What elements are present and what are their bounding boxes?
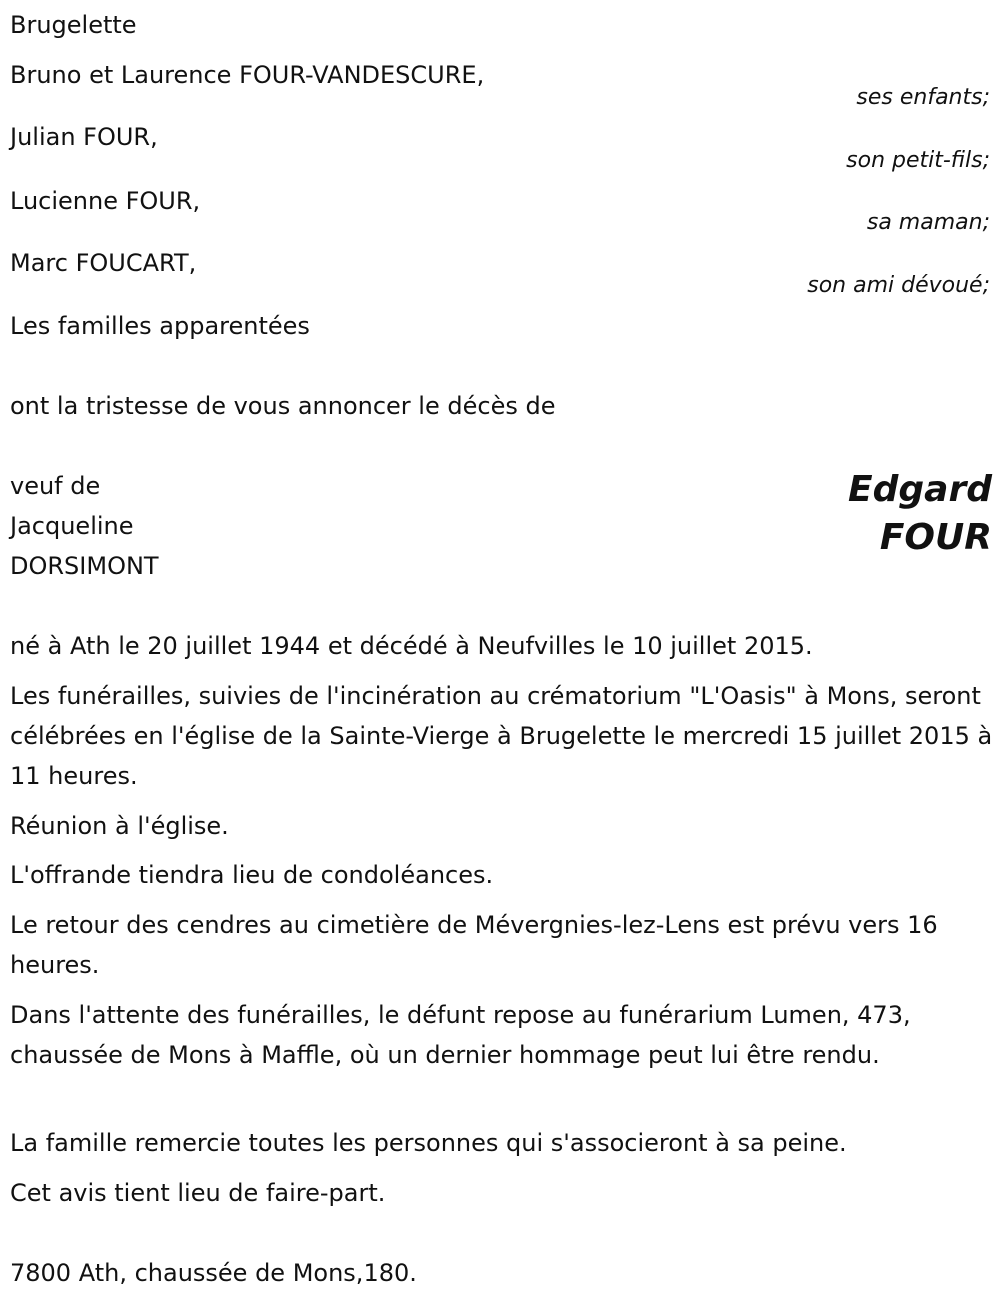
deceased-last-name: FOUR [879,517,992,558]
gathering-paragraph: Réunion à l'église. [10,812,229,840]
notice-paragraph: Cet avis tient lieu de faire-part. [10,1179,386,1207]
family-member-name: Julian FOUR, [10,123,158,151]
deceased-first-name: Edgard [848,469,992,510]
family-member-relation: sa maman; [866,210,990,235]
families-line: Les familles apparentées [10,312,310,340]
family-member-name: Lucienne FOUR, [10,187,201,215]
deceased-name [848,466,992,562]
thanks-paragraph: La famille remercie toutes les personnes qui s'associeront à sa peine. [10,1129,847,1157]
place-heading: Brugelette [10,11,137,39]
family-member-relation: ses enfants; [856,85,990,110]
birth-death-paragraph: né à Ath le 20 juillet 1944 et décédé à Neufvilles le 10 juillet 2015. [10,632,813,660]
funerarium-paragraph: Dans l'attente des funérailles, le défunt repose au funérarium Lumen, 473, chaussée de Mons à Maffle, où un dernier hommage peut lui être rendu. [10,1001,911,1069]
family-member-relation: son ami dévoué; [807,273,990,298]
address-line: 7800 Ath, chaussée de Mons,180. [10,1259,417,1287]
announcement-line: ont la tristesse de vous annoncer le décès de [10,392,556,420]
ashes-paragraph: Le retour des cendres au cimetière de Mévergnies-lez-Lens est prévu vers 16 heures. [10,911,938,979]
family-member-relation: son petit-fils; [846,148,990,173]
family-member-name: Marc FOUCART, [10,249,197,277]
offering-paragraph: L'offrande tiendra lieu de condoléances. [10,861,494,889]
spouse-line: veuf de [10,472,101,500]
spouse-first-name: Jacqueline [10,512,134,540]
spouse-last-name: DORSIMONT [10,552,159,580]
family-member-name: Bruno et Laurence FOUR-VANDESCURE, [10,61,485,89]
funeral-paragraph: Les funérailles, suivies de l'incinération au crématorium "L'Oasis" à Mons, seront célébrées en l'église de la Sainte-Vierge à Brugelette le mercredi 15 juillet 2015 à 11 heures. [10,682,993,790]
